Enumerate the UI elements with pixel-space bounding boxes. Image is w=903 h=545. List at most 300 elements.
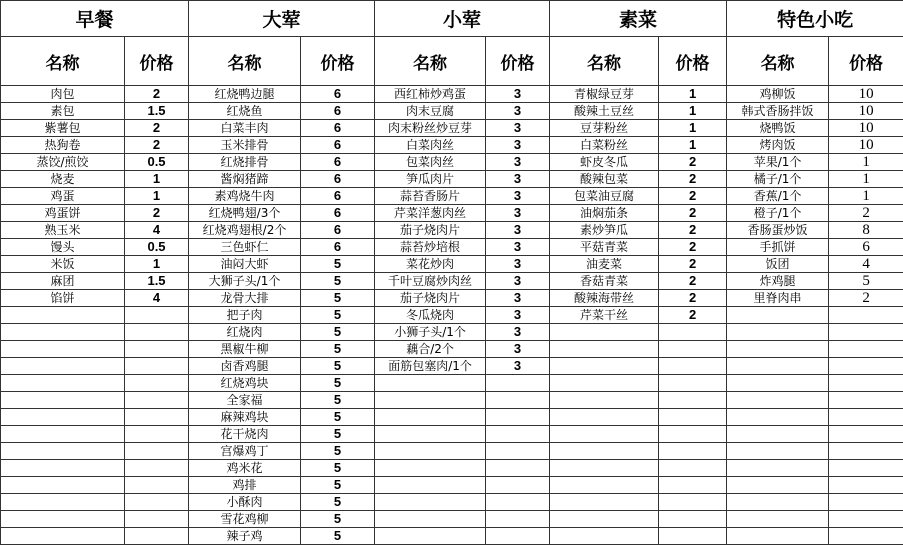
item-price: 5 bbox=[301, 273, 375, 290]
empty-cell bbox=[550, 392, 659, 409]
item-name: 红烧鱼 bbox=[189, 103, 301, 120]
empty-cell bbox=[727, 307, 829, 324]
item-name: 素包 bbox=[1, 103, 125, 120]
item-price: 1 bbox=[829, 188, 903, 205]
item-name: 油焖茄条 bbox=[550, 205, 659, 222]
item-price: 2 bbox=[659, 273, 727, 290]
empty-cell bbox=[486, 426, 550, 443]
table-row bbox=[1, 358, 903, 375]
empty-cell bbox=[1, 460, 125, 477]
empty-cell bbox=[1, 375, 125, 392]
empty-cell bbox=[486, 392, 550, 409]
item-name: 酱焖猪蹄 bbox=[189, 171, 301, 188]
item-name: 橙子/1个 bbox=[727, 205, 829, 222]
item-name: 香蕉/1个 bbox=[727, 188, 829, 205]
item-name: 鸡蛋 bbox=[1, 188, 125, 205]
empty-cell bbox=[659, 358, 727, 375]
table-row bbox=[1, 137, 903, 154]
empty-cell bbox=[550, 426, 659, 443]
item-name: 红烧鸭翅/3个 bbox=[189, 205, 301, 222]
empty-cell bbox=[659, 324, 727, 341]
item-name: 千叶豆腐炒肉丝 bbox=[375, 273, 486, 290]
item-name: 炸鸡腿 bbox=[727, 273, 829, 290]
table-row bbox=[1, 341, 903, 358]
empty-cell bbox=[375, 443, 486, 460]
item-price: 5 bbox=[829, 273, 903, 290]
category-row bbox=[1, 1, 903, 37]
empty-cell bbox=[375, 494, 486, 511]
item-price: 2 bbox=[829, 290, 903, 307]
table-row bbox=[1, 103, 903, 120]
empty-cell bbox=[375, 375, 486, 392]
item-price: 0.5 bbox=[125, 239, 189, 256]
item-price: 4 bbox=[125, 290, 189, 307]
empty-cell bbox=[125, 375, 189, 392]
menu-body bbox=[1, 86, 903, 545]
empty-cell bbox=[829, 443, 903, 460]
empty-cell bbox=[727, 409, 829, 426]
item-name: 辣子鸡 bbox=[189, 528, 301, 545]
empty-cell bbox=[659, 460, 727, 477]
item-name: 宫爆鸡丁 bbox=[189, 443, 301, 460]
category-title-snacks: 特色小吃 bbox=[727, 1, 903, 37]
item-name: 烤肉饭 bbox=[727, 137, 829, 154]
item-price: 6 bbox=[301, 171, 375, 188]
table-row bbox=[1, 222, 903, 239]
item-price: 3 bbox=[486, 222, 550, 239]
item-name: 酸辣土豆丝 bbox=[550, 103, 659, 120]
empty-cell bbox=[486, 528, 550, 545]
item-name: 茄子烧肉片 bbox=[375, 222, 486, 239]
item-price: 3 bbox=[486, 273, 550, 290]
table-row bbox=[1, 188, 903, 205]
table-row bbox=[1, 324, 903, 341]
item-price: 6 bbox=[301, 222, 375, 239]
item-price: 0.5 bbox=[125, 154, 189, 171]
item-name: 花干烧肉 bbox=[189, 426, 301, 443]
empty-cell bbox=[659, 392, 727, 409]
item-name: 麻辣鸡块 bbox=[189, 409, 301, 426]
empty-cell bbox=[659, 426, 727, 443]
empty-cell bbox=[375, 528, 486, 545]
table-row bbox=[1, 290, 903, 307]
item-price: 2 bbox=[125, 86, 189, 103]
item-price: 5 bbox=[301, 290, 375, 307]
empty-cell bbox=[829, 358, 903, 375]
item-price: 1.5 bbox=[125, 103, 189, 120]
empty-cell bbox=[829, 477, 903, 494]
item-name: 白菜丰肉 bbox=[189, 120, 301, 137]
table-row bbox=[1, 154, 903, 171]
empty-cell bbox=[727, 392, 829, 409]
empty-cell bbox=[727, 477, 829, 494]
item-name: 小酥肉 bbox=[189, 494, 301, 511]
item-name: 油闷大虾 bbox=[189, 256, 301, 273]
item-price: 6 bbox=[301, 137, 375, 154]
item-price: 1.5 bbox=[125, 273, 189, 290]
item-price: 2 bbox=[125, 205, 189, 222]
item-price: 3 bbox=[486, 341, 550, 358]
empty-cell bbox=[659, 528, 727, 545]
table-row bbox=[1, 392, 903, 409]
item-name: 肉包 bbox=[1, 86, 125, 103]
item-name: 豆芽粉丝 bbox=[550, 120, 659, 137]
item-price: 10 bbox=[829, 86, 903, 103]
item-name: 包菜肉丝 bbox=[375, 154, 486, 171]
table-row bbox=[1, 443, 903, 460]
empty-cell bbox=[1, 477, 125, 494]
item-name: 香菇青菜 bbox=[550, 273, 659, 290]
empty-cell bbox=[1, 307, 125, 324]
empty-cell bbox=[727, 528, 829, 545]
empty-cell bbox=[1, 426, 125, 443]
item-name: 烧麦 bbox=[1, 171, 125, 188]
item-price: 5 bbox=[301, 409, 375, 426]
item-name: 肉末粉丝炒豆芽 bbox=[375, 120, 486, 137]
empty-cell bbox=[1, 409, 125, 426]
empty-cell bbox=[125, 358, 189, 375]
item-price: 5 bbox=[301, 392, 375, 409]
item-price: 3 bbox=[486, 171, 550, 188]
item-name: 鸡柳饭 bbox=[727, 86, 829, 103]
item-name: 鸡蛋饼 bbox=[1, 205, 125, 222]
name-column-header: 名称 bbox=[1, 37, 125, 86]
item-name: 素鸡烧牛肉 bbox=[189, 188, 301, 205]
empty-cell bbox=[486, 460, 550, 477]
item-name: 大狮子头/1个 bbox=[189, 273, 301, 290]
item-price: 6 bbox=[301, 86, 375, 103]
name-column-header: 名称 bbox=[375, 37, 486, 86]
empty-cell bbox=[659, 494, 727, 511]
item-name: 黑椒牛柳 bbox=[189, 341, 301, 358]
empty-cell bbox=[727, 426, 829, 443]
empty-cell bbox=[829, 460, 903, 477]
item-price: 2 bbox=[829, 205, 903, 222]
item-name: 菜花炒肉 bbox=[375, 256, 486, 273]
empty-cell bbox=[486, 477, 550, 494]
item-price: 2 bbox=[659, 290, 727, 307]
item-name: 韩式香肠拌饭 bbox=[727, 103, 829, 120]
empty-cell bbox=[727, 375, 829, 392]
empty-cell bbox=[375, 426, 486, 443]
item-price: 6 bbox=[829, 239, 903, 256]
empty-cell bbox=[550, 409, 659, 426]
item-price: 5 bbox=[301, 375, 375, 392]
item-price: 3 bbox=[486, 256, 550, 273]
item-price: 3 bbox=[486, 86, 550, 103]
empty-cell bbox=[829, 409, 903, 426]
table-row bbox=[1, 120, 903, 137]
item-name: 素炒笋瓜 bbox=[550, 222, 659, 239]
item-price: 6 bbox=[301, 205, 375, 222]
category-title-vegetable: 素菜 bbox=[550, 1, 727, 37]
item-price: 1 bbox=[659, 103, 727, 120]
empty-cell bbox=[125, 307, 189, 324]
item-price: 5 bbox=[301, 358, 375, 375]
table-row bbox=[1, 273, 903, 290]
item-name: 紫薯包 bbox=[1, 120, 125, 137]
item-name: 三色虾仁 bbox=[189, 239, 301, 256]
item-price: 3 bbox=[486, 188, 550, 205]
empty-cell bbox=[829, 375, 903, 392]
item-price: 3 bbox=[486, 103, 550, 120]
empty-cell bbox=[659, 341, 727, 358]
item-price: 6 bbox=[301, 188, 375, 205]
empty-cell bbox=[829, 307, 903, 324]
empty-cell bbox=[125, 392, 189, 409]
item-price: 3 bbox=[486, 154, 550, 171]
price-column-header: 价格 bbox=[829, 37, 903, 86]
item-price: 2 bbox=[659, 256, 727, 273]
name-column-header: 名称 bbox=[550, 37, 659, 86]
item-name: 香肠蛋炒饭 bbox=[727, 222, 829, 239]
item-name: 青椒绿豆芽 bbox=[550, 86, 659, 103]
empty-cell bbox=[486, 375, 550, 392]
empty-cell bbox=[125, 494, 189, 511]
item-price: 5 bbox=[301, 477, 375, 494]
empty-cell bbox=[727, 358, 829, 375]
empty-cell bbox=[125, 341, 189, 358]
item-price: 3 bbox=[486, 239, 550, 256]
item-price: 2 bbox=[659, 239, 727, 256]
empty-cell bbox=[550, 375, 659, 392]
table-row bbox=[1, 511, 903, 528]
item-name: 芹菜干丝 bbox=[550, 307, 659, 324]
empty-cell bbox=[659, 409, 727, 426]
empty-cell bbox=[727, 511, 829, 528]
item-name: 蒜苔香肠片 bbox=[375, 188, 486, 205]
item-name: 卤香鸡腿 bbox=[189, 358, 301, 375]
item-name: 鸡米花 bbox=[189, 460, 301, 477]
empty-cell bbox=[550, 477, 659, 494]
category-title-breakfast: 早餐 bbox=[1, 1, 189, 37]
item-price: 6 bbox=[301, 154, 375, 171]
empty-cell bbox=[727, 443, 829, 460]
item-name: 蒜苔炒培根 bbox=[375, 239, 486, 256]
empty-cell bbox=[486, 443, 550, 460]
item-price: 3 bbox=[486, 324, 550, 341]
item-price: 1 bbox=[659, 120, 727, 137]
empty-cell bbox=[1, 392, 125, 409]
empty-cell bbox=[727, 324, 829, 341]
item-name: 红烧排骨 bbox=[189, 154, 301, 171]
empty-cell bbox=[486, 409, 550, 426]
empty-cell bbox=[1, 324, 125, 341]
item-price: 5 bbox=[301, 341, 375, 358]
item-price: 1 bbox=[659, 137, 727, 154]
item-name: 白菜粉丝 bbox=[550, 137, 659, 154]
empty-cell bbox=[1, 443, 125, 460]
item-name: 芹菜洋葱肉丝 bbox=[375, 205, 486, 222]
item-name: 把子肉 bbox=[189, 307, 301, 324]
empty-cell bbox=[550, 341, 659, 358]
table-row bbox=[1, 239, 903, 256]
table-row bbox=[1, 171, 903, 188]
item-price: 5 bbox=[301, 511, 375, 528]
price-column-header: 价格 bbox=[301, 37, 375, 86]
item-price: 1 bbox=[659, 86, 727, 103]
item-name: 馅饼 bbox=[1, 290, 125, 307]
category-title-main-meat: 大荤 bbox=[189, 1, 375, 37]
item-price: 5 bbox=[301, 528, 375, 545]
empty-cell bbox=[829, 324, 903, 341]
item-price: 10 bbox=[829, 103, 903, 120]
item-price: 1 bbox=[125, 171, 189, 188]
empty-cell bbox=[486, 511, 550, 528]
item-price: 3 bbox=[486, 358, 550, 375]
item-price: 5 bbox=[301, 494, 375, 511]
item-name: 西红柿炒鸡蛋 bbox=[375, 86, 486, 103]
empty-cell bbox=[125, 460, 189, 477]
item-price: 2 bbox=[125, 120, 189, 137]
empty-cell bbox=[550, 358, 659, 375]
item-name: 小狮子头/1个 bbox=[375, 324, 486, 341]
item-price: 8 bbox=[829, 222, 903, 239]
empty-cell bbox=[659, 511, 727, 528]
item-name: 龙骨大排 bbox=[189, 290, 301, 307]
item-name: 酸辣包菜 bbox=[550, 171, 659, 188]
column-header-row bbox=[1, 37, 903, 86]
empty-cell bbox=[486, 494, 550, 511]
item-name: 包菜油豆腐 bbox=[550, 188, 659, 205]
empty-cell bbox=[829, 528, 903, 545]
table-row bbox=[1, 460, 903, 477]
item-price: 3 bbox=[486, 307, 550, 324]
item-name: 虾皮冬瓜 bbox=[550, 154, 659, 171]
empty-cell bbox=[727, 494, 829, 511]
item-name: 全家福 bbox=[189, 392, 301, 409]
empty-cell bbox=[659, 477, 727, 494]
table-row bbox=[1, 375, 903, 392]
table-row bbox=[1, 409, 903, 426]
empty-cell bbox=[125, 528, 189, 545]
item-name: 肉末豆腐 bbox=[375, 103, 486, 120]
item-price: 10 bbox=[829, 120, 903, 137]
item-price: 5 bbox=[301, 307, 375, 324]
item-price: 2 bbox=[659, 205, 727, 222]
name-column-header: 名称 bbox=[189, 37, 301, 86]
item-name: 红烧鸭边腿 bbox=[189, 86, 301, 103]
item-name: 熟玉米 bbox=[1, 222, 125, 239]
name-column-header: 名称 bbox=[727, 37, 829, 86]
empty-cell bbox=[125, 511, 189, 528]
item-price: 5 bbox=[301, 426, 375, 443]
item-name: 笋瓜肉片 bbox=[375, 171, 486, 188]
item-name: 藕合/2个 bbox=[375, 341, 486, 358]
empty-cell bbox=[125, 477, 189, 494]
item-price: 5 bbox=[301, 324, 375, 341]
item-name: 蒸饺/煎饺 bbox=[1, 154, 125, 171]
empty-cell bbox=[659, 375, 727, 392]
item-price: 3 bbox=[486, 205, 550, 222]
item-price: 6 bbox=[301, 120, 375, 137]
item-price: 2 bbox=[659, 154, 727, 171]
price-column-header: 价格 bbox=[486, 37, 550, 86]
item-name: 麻团 bbox=[1, 273, 125, 290]
empty-cell bbox=[375, 409, 486, 426]
table-row bbox=[1, 494, 903, 511]
table-row bbox=[1, 307, 903, 324]
item-price: 6 bbox=[301, 239, 375, 256]
item-name: 冬瓜烧肉 bbox=[375, 307, 486, 324]
item-name: 面筋包塞肉/1个 bbox=[375, 358, 486, 375]
item-price: 2 bbox=[659, 188, 727, 205]
table-row bbox=[1, 205, 903, 222]
item-price: 5 bbox=[301, 256, 375, 273]
item-price: 1 bbox=[125, 188, 189, 205]
item-price: 10 bbox=[829, 137, 903, 154]
empty-cell bbox=[1, 511, 125, 528]
item-name: 馒头 bbox=[1, 239, 125, 256]
item-name: 雪花鸡柳 bbox=[189, 511, 301, 528]
item-price: 3 bbox=[486, 120, 550, 137]
item-price: 5 bbox=[301, 460, 375, 477]
item-price: 1 bbox=[829, 154, 903, 171]
table-row bbox=[1, 426, 903, 443]
empty-cell bbox=[659, 443, 727, 460]
empty-cell bbox=[550, 324, 659, 341]
table-row bbox=[1, 477, 903, 494]
empty-cell bbox=[829, 426, 903, 443]
price-column-header: 价格 bbox=[125, 37, 189, 86]
item-price: 4 bbox=[125, 222, 189, 239]
item-name: 红烧肉 bbox=[189, 324, 301, 341]
empty-cell bbox=[829, 494, 903, 511]
empty-cell bbox=[727, 341, 829, 358]
item-price: 5 bbox=[301, 443, 375, 460]
empty-cell bbox=[375, 392, 486, 409]
item-name: 白菜肉丝 bbox=[375, 137, 486, 154]
item-name: 酸辣海带丝 bbox=[550, 290, 659, 307]
item-name: 里脊肉串 bbox=[727, 290, 829, 307]
empty-cell bbox=[829, 511, 903, 528]
item-price: 2 bbox=[659, 171, 727, 188]
item-name: 饭团 bbox=[727, 256, 829, 273]
empty-cell bbox=[550, 511, 659, 528]
empty-cell bbox=[550, 460, 659, 477]
item-name: 烧鸭饭 bbox=[727, 120, 829, 137]
empty-cell bbox=[550, 443, 659, 460]
empty-cell bbox=[1, 358, 125, 375]
item-name: 鸡排 bbox=[189, 477, 301, 494]
item-name: 茄子烧肉片 bbox=[375, 290, 486, 307]
item-name: 油麦菜 bbox=[550, 256, 659, 273]
empty-cell bbox=[375, 511, 486, 528]
empty-cell bbox=[829, 392, 903, 409]
table-row bbox=[1, 528, 903, 545]
item-price: 3 bbox=[486, 290, 550, 307]
empty-cell bbox=[1, 494, 125, 511]
item-name: 热狗卷 bbox=[1, 137, 125, 154]
empty-cell bbox=[125, 409, 189, 426]
empty-cell bbox=[125, 426, 189, 443]
item-price: 6 bbox=[301, 103, 375, 120]
item-price: 2 bbox=[125, 137, 189, 154]
category-title-side-meat: 小荤 bbox=[375, 1, 550, 37]
empty-cell bbox=[727, 460, 829, 477]
item-name: 平菇青菜 bbox=[550, 239, 659, 256]
item-name: 红烧鸡翅根/2个 bbox=[189, 222, 301, 239]
item-price: 3 bbox=[486, 137, 550, 154]
item-price: 1 bbox=[125, 256, 189, 273]
empty-cell bbox=[1, 341, 125, 358]
item-price: 1 bbox=[829, 171, 903, 188]
empty-cell bbox=[550, 494, 659, 511]
item-name: 橘子/1个 bbox=[727, 171, 829, 188]
item-name: 红烧鸡块 bbox=[189, 375, 301, 392]
empty-cell bbox=[829, 341, 903, 358]
item-price: 2 bbox=[659, 222, 727, 239]
